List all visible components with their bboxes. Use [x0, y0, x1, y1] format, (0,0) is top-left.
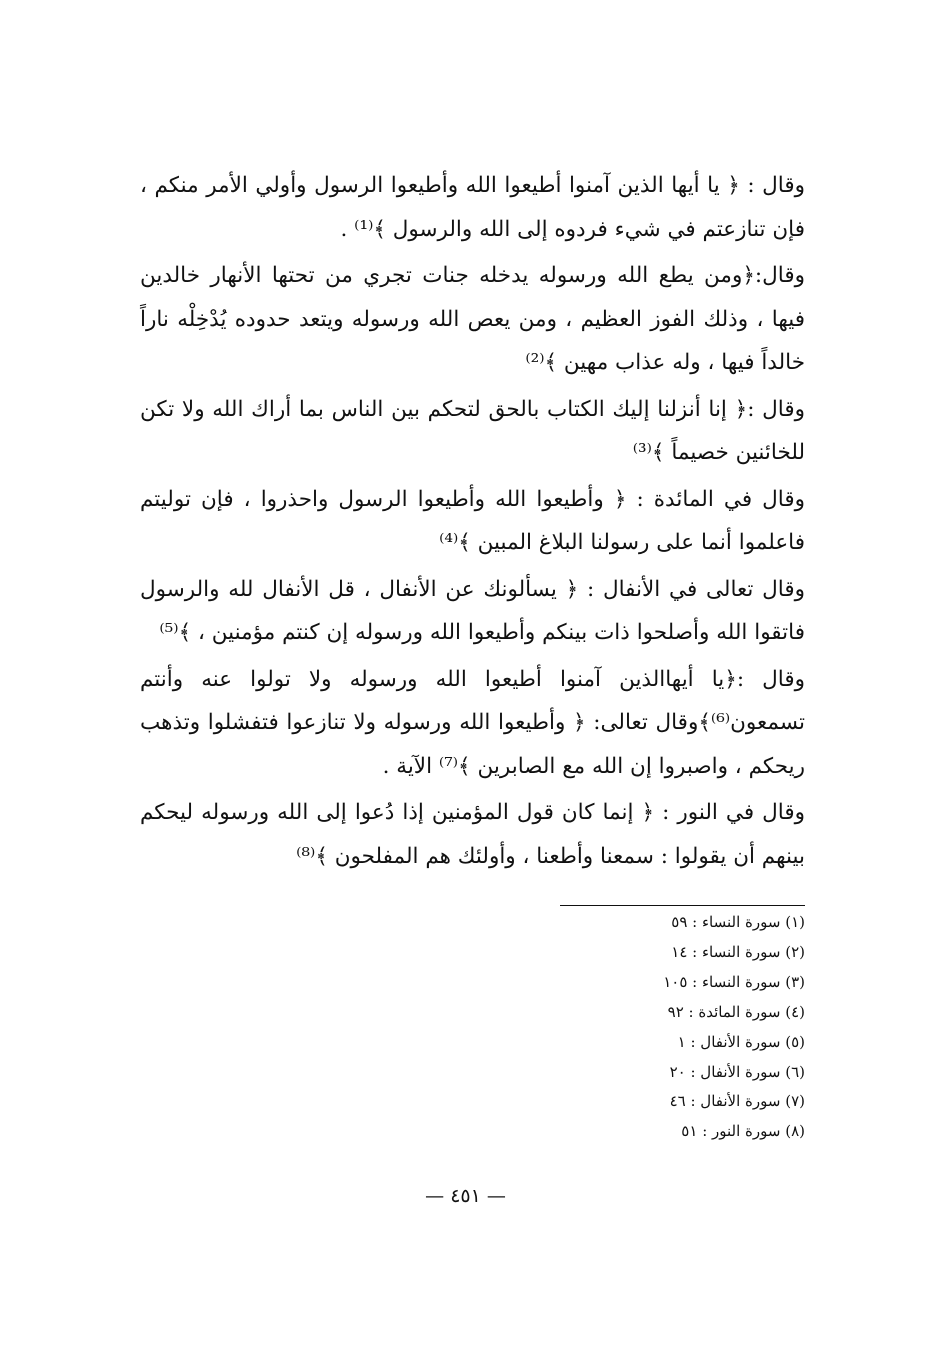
paragraph-6: وقال :﴿يا أيهاالذين آمنوا أطيعوا الله ورسوله ولا تولوا عنه وأنتم تسمعون⁽⁶⁾﴾وقال تعالى: ﴿ وأطيعوا الله ورسوله ولا تنازعوا فتفشلوا وتذهب ريحكم ، واصبروا إن الله مع الصابرين ﴾⁽⁷⁾ الآية .	[140, 666, 805, 779]
paragraph-7: وقال في النور : ﴿ إنما كان قول المؤمنين إذا دُعوا إلى الله ورسوله ليحكم بينهم أن يقولوا : سمعنا وأطعنا ، وأولئك هم المفلحون ﴾⁽⁸⁾	[140, 800, 805, 869]
paragraph-4: وقال في المائدة : ﴿ وأطيعوا الله وأطيعوا الرسول واحذروا ، فإن توليتم فاعلموا أنما على رسولنا البلاغ المبين ﴾⁽⁴⁾	[140, 486, 805, 555]
footnote-5: (٥) سورة الأنفال : ١	[677, 1032, 805, 1051]
footnote-2: (٢) سورة النساء : ١٤	[671, 942, 805, 961]
paragraph-5: وقال تعالى في الأنفال : ﴿ يسألونك عن الأنفال ، قل الأنفال لله والرسول فاتقوا الله وأصلحوا ذات بينكم وأطيعوا الله ورسوله إن كنتم مؤمنين ، ﴾⁽⁵⁾	[140, 576, 805, 645]
footnotes	[560, 908, 805, 1147]
footnote-3: (٣) سورة النساء : ١٠٥	[663, 972, 805, 991]
page-number: — ٤٥١ —	[425, 1185, 506, 1207]
footnote-6: (٦) سورة الأنفال : ٢٠	[669, 1062, 805, 1081]
main-text	[140, 164, 805, 881]
paragraph-2: وقال:﴿ومن يطع الله ورسوله يدخله جنات تجري من تحتها الأنهار خالدين فيها ، وذلك الفوز العظيم ، ومن يعص الله ورسوله ويتعد حدوده يُدْخِلْه ناراً خالداً فيها ، وله عذاب مهين ﴾⁽²⁾	[140, 263, 805, 375]
footnote-separator	[560, 905, 805, 906]
footnote-4: (٤) سورة المائدة : ٩٢	[667, 1002, 805, 1021]
footnote-7: (٧) سورة الأنفال : ٤٦	[669, 1092, 805, 1111]
footnote-8: (٨) سورة النور : ٥١	[681, 1122, 805, 1141]
paragraph-1: وقال : ﴿ يا أيها الذين آمنوا أطيعوا الله وأطيعوا الرسول وأولي الأمر منكم ، فإن تنازعتم في شيء فردوه إلى الله والرسول ﴾⁽¹⁾ .	[140, 173, 805, 242]
paragraph-3: وقال :﴿ إنا أنزلنا إليك الكتاب بالحق لتحكم بين الناس بما أراك الله ولا تكن للخائنين خصيماً ﴾⁽³⁾	[140, 396, 805, 465]
footnote-1: (١) سورة النساء : ٥٩	[671, 913, 805, 931]
